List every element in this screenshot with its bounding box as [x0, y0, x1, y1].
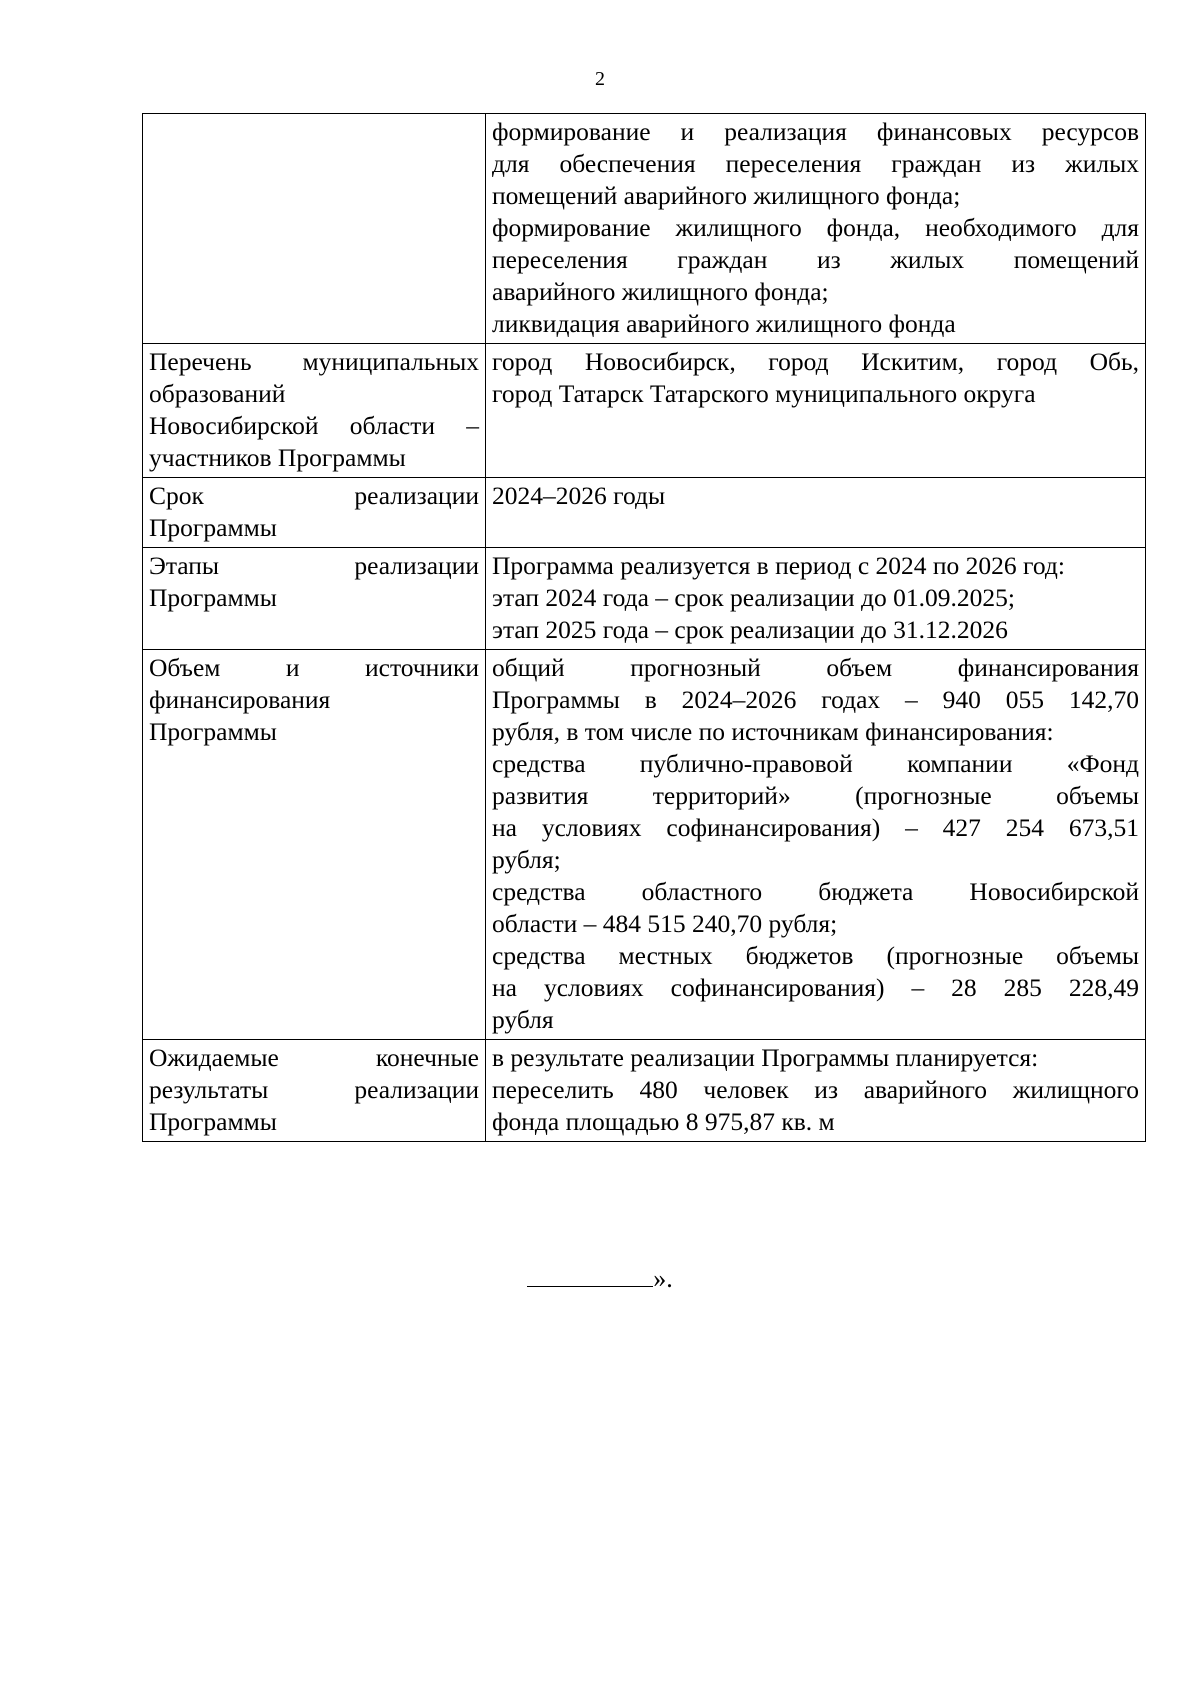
row-value-line: город Татарск Татарского муниципального округа — [492, 379, 1036, 408]
row-label-line: финансирования — [149, 685, 331, 714]
signature-blank-line — [527, 1260, 653, 1287]
row-label-line: результаты реализации — [149, 1075, 479, 1104]
passport-row — [143, 650, 1146, 1040]
passport-table-body — [143, 114, 1146, 1142]
row-value-line: средства местных бюджетов (прогнозные объемы — [492, 941, 1139, 970]
row-label-cell — [143, 114, 486, 344]
row-value-line: рубля; — [492, 845, 561, 874]
row-value-line: Программа реализуется в период с 2024 по 2026 год: — [492, 551, 1065, 580]
row-label-line: Программы — [149, 1107, 277, 1136]
row-label-line: Программы — [149, 513, 277, 542]
row-label-cell — [143, 344, 486, 478]
row-value-line: помещений аварийного жилищного фонда; — [492, 181, 961, 210]
row-label-cell — [143, 478, 486, 548]
row-value-line: средства публично-правовой компании «Фонд — [492, 749, 1139, 778]
row-label-line: участников Программы — [149, 443, 406, 472]
row-value-line: формирование и реализация финансовых ресурсов — [492, 117, 1139, 146]
row-value-line: этап 2025 года – срок реализации до 31.12.2026 — [492, 615, 1008, 644]
row-value-cell — [486, 478, 1146, 548]
row-value-line: рубля, в том числе по источникам финансирования: — [492, 717, 1054, 746]
row-label-line: Новосибирской области – — [149, 411, 479, 440]
row-value-line: в результате реализации Программы планируется: — [492, 1043, 1039, 1072]
row-value-line: Программы в 2024–2026 годах – 940 055 142,70 — [492, 685, 1139, 714]
passport-row — [143, 478, 1146, 548]
closing-mark-block — [0, 1260, 1200, 1294]
row-value-line: этап 2024 года – срок реализации до 01.09.2025; — [492, 583, 1015, 612]
row-label-line: образований — [149, 379, 286, 408]
row-value-line: развития территорий» (прогнозные объемы — [492, 781, 1139, 810]
row-value-line: области – 484 515 240,70 рубля; — [492, 909, 838, 938]
row-value-line: переселения граждан из жилых помещений — [492, 245, 1139, 274]
row-value-cell — [486, 114, 1146, 344]
row-label-line: Программы — [149, 583, 277, 612]
row-label-line: Объем и источники — [149, 653, 479, 682]
row-value-line: на условиях софинансирования) – 427 254 673,51 — [492, 813, 1139, 842]
passport-row — [143, 548, 1146, 650]
row-value-line: на условиях софинансирования) – 28 285 228,49 — [492, 973, 1139, 1002]
passport-row — [143, 344, 1146, 478]
row-label-line: Перечень муниципальных — [149, 347, 479, 376]
row-value-line: для обеспечения переселения граждан из жилых — [492, 149, 1139, 178]
closing-quote: ». — [653, 1264, 673, 1293]
row-value-line: переселить 480 человек из аварийного жилищного — [492, 1075, 1139, 1104]
row-label-cell — [143, 650, 486, 1040]
page-number: 2 — [595, 68, 605, 90]
row-value-line: средства областного бюджета Новосибирской — [492, 877, 1139, 906]
row-value-cell — [486, 344, 1146, 478]
row-label-cell — [143, 1040, 486, 1142]
row-value-cell — [486, 548, 1146, 650]
row-value-line: ликвидация аварийного жилищного фонда — [492, 309, 956, 338]
row-label-line: Этапы реализации — [149, 551, 479, 580]
row-value-cell — [486, 650, 1146, 1040]
passport-row — [143, 1040, 1146, 1142]
row-label-line: Ожидаемые конечные — [149, 1043, 479, 1072]
row-label-line: Программы — [149, 717, 277, 746]
row-label-line: Срок реализации — [149, 481, 479, 510]
passport-row — [143, 114, 1146, 344]
row-value-line: формирование жилищного фонда, необходимого для — [492, 213, 1139, 242]
row-value-line: 2024–2026 годы — [492, 481, 666, 510]
row-label-cell — [143, 548, 486, 650]
row-value-line: город Новосибирск, город Искитим, город Обь, — [492, 347, 1139, 376]
row-value-line: рубля — [492, 1005, 554, 1034]
row-value-line: фонда площадью 8 975,87 кв. м — [492, 1107, 835, 1136]
row-value-cell — [486, 1040, 1146, 1142]
row-value-line: аварийного жилищного фонда; — [492, 277, 829, 306]
program-passport-table — [142, 113, 1146, 1142]
row-value-line: общий прогнозный объем финансирования — [492, 653, 1139, 682]
